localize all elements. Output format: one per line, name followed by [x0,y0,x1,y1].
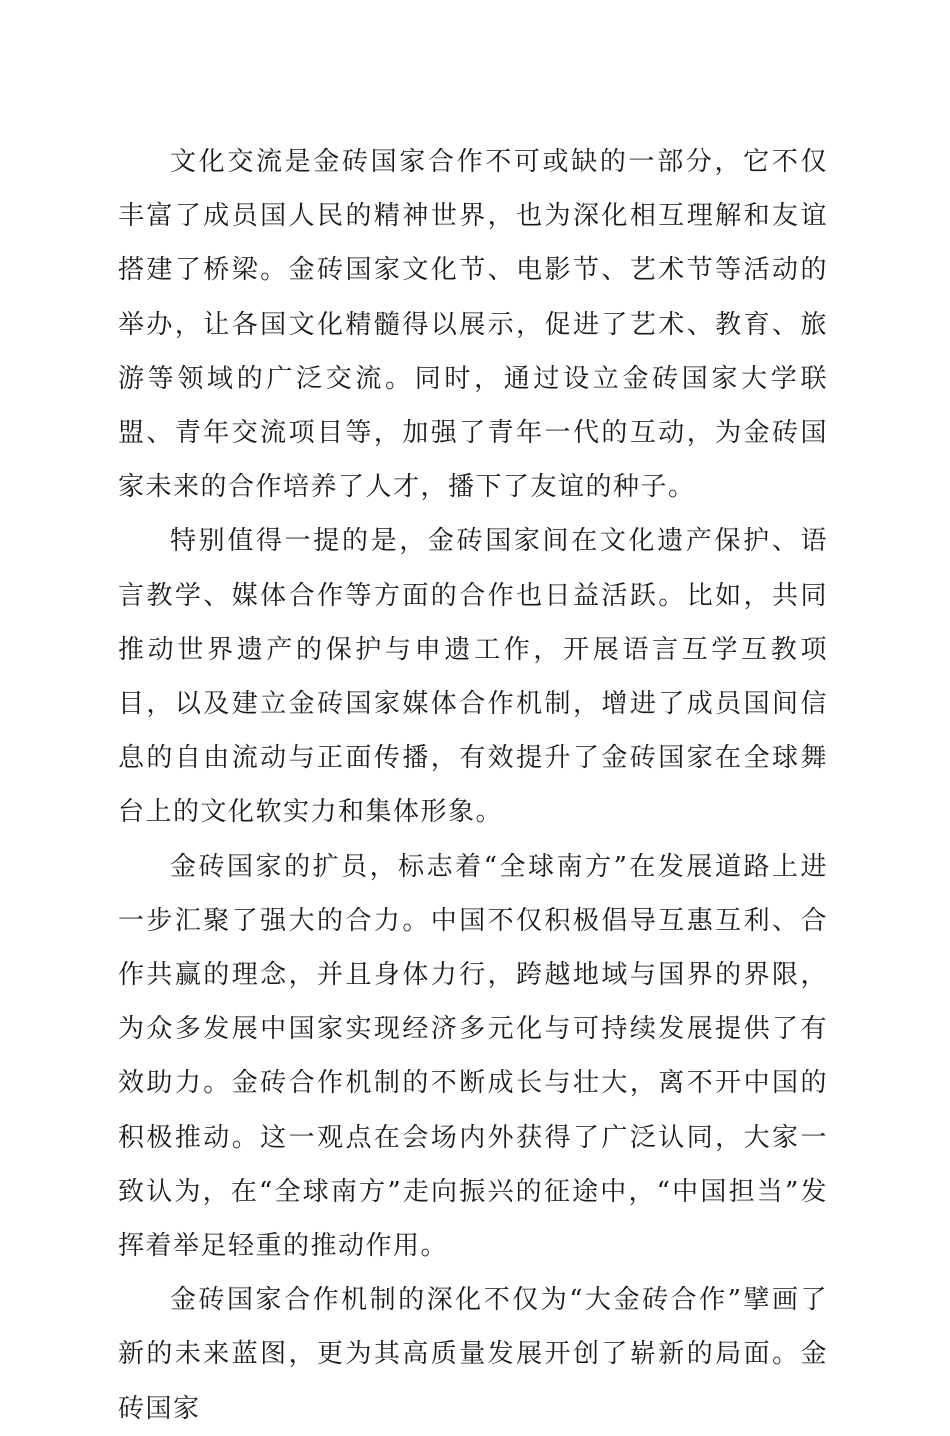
paragraph-brics-expansion: 金砖国家的扩员，标志着“全球南方”在发展道路上进一步汇聚了强大的合力。中国不仅积极倡导互惠互利、合作共赢的理念，并且身体力行，跨越地域与国界的界限，为众多发展中国家实现经济多元化与可持续发展提供了有效助力。金砖合作机制的不断成长与壮大，离不开中国的积极推动。这一观点在会场内外获得了广泛认同，大家一致认为，在“全球南方”走向振兴的征途中，“中国担当”发挥着举足轻重的推动作用。 [118,851,828,1262]
paragraph-heritage-cooperation: 特别值得一提的是，金砖国家间在文化遗产保护、语言教学、媒体合作等方面的合作也日益活跃。比如，共同推动世界遗产的保护与申遗工作，开展语言互学互教项目，以及建立金砖国家媒体合作机制，增进了成员国间信息的自由流动与正面传播，有效提升了金砖国家在全球舞台上的文化软实力和集体形象。 [118,526,828,828]
document-body [118,135,828,1436]
paragraph-mechanism-deepening: 金砖国家合作机制的深化不仅为“大金砖合作”擘画了新的未来蓝图，更为其高质量发展开创了崭新的局面。金砖国家 [118,1285,828,1424]
paragraph-cultural-exchange: 文化交流是金砖国家合作不可或缺的一部分，它不仅丰富了成员国人民的精神世界，也为深化相互理解和友谊搭建了桥梁。金砖国家文化节、电影节、艺术节等活动的举办，让各国文化精髓得以展示，促进了艺术、教育、旅游等领域的广泛交流。同时，通过设立金砖国家大学联盟、青年交流项目等，加强了青年一代的互动，为金砖国家未来的合作培养了人才，播下了友谊的种子。 [118,147,828,503]
